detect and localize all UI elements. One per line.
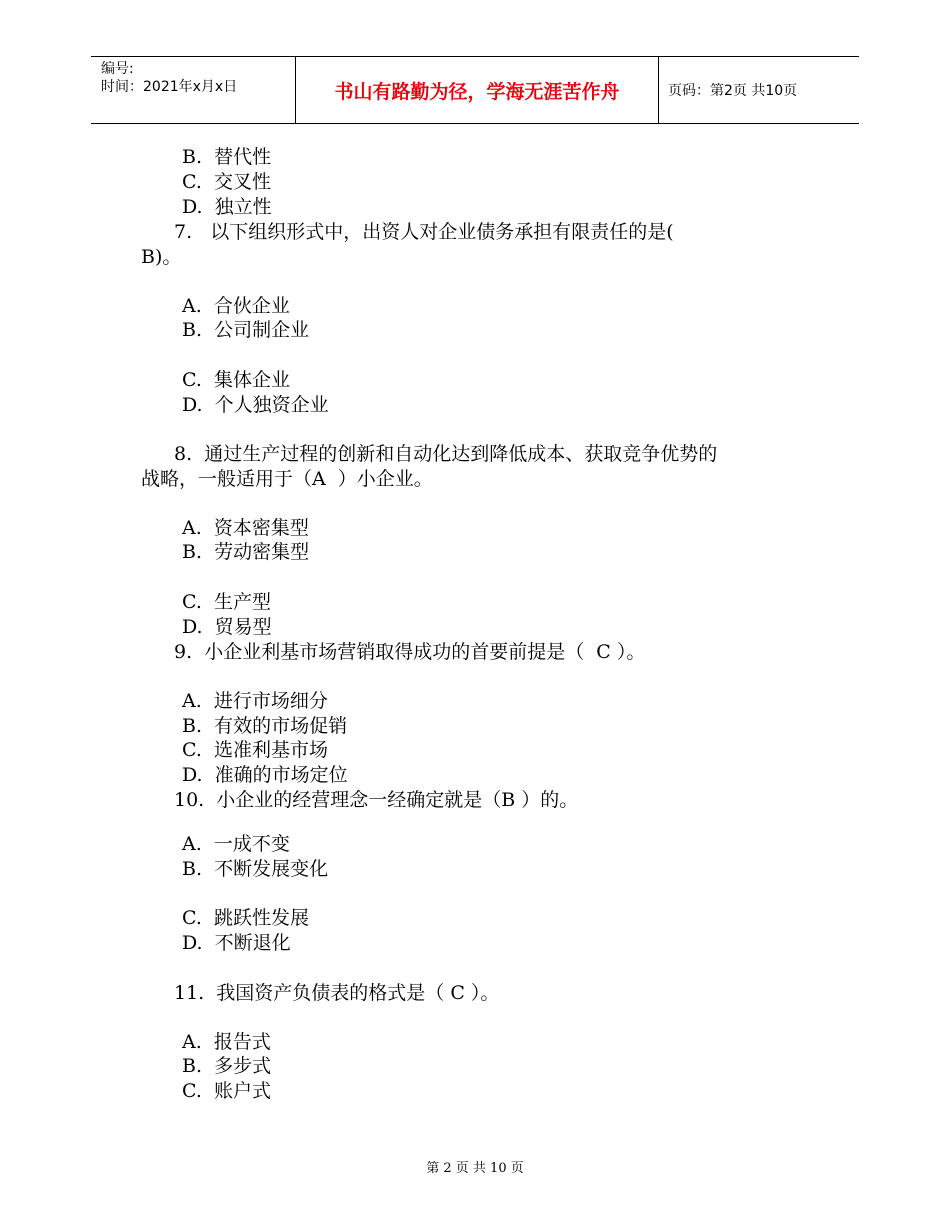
question-line: 11. 我国资产负债表的格式是（ C ）。 [174, 982, 500, 1004]
question-continuation: B)。 [141, 246, 182, 268]
option-line: A. 报告式 [182, 1031, 271, 1053]
header-page-info: 页码：第2页 共10页 [668, 83, 798, 99]
option-line: B. 替代性 [182, 146, 272, 168]
option-line: C. 账户式 [182, 1080, 271, 1102]
option-line: A. 合伙企业 [182, 295, 290, 317]
question-line: 8. 通过生产过程的创新和自动化达到降低成本、获取竞争优势的 [174, 443, 718, 465]
option-line: B. 不断发展变化 [182, 858, 329, 880]
option-line: B. 劳动密集型 [182, 541, 310, 563]
question-line: 10. 小企业的经营理念一经确定就是（B ）的。 [174, 789, 579, 811]
question-line: 7. 以下组织形式中，出资人对企业债务承担有限责任的是( [174, 221, 674, 243]
option-line: A. 进行市场细分 [182, 690, 328, 712]
option-line: C. 跳跃性发展 [182, 907, 309, 929]
option-line: C. 交叉性 [182, 171, 271, 193]
option-line: B. 公司制企业 [182, 319, 310, 341]
document-number-label: 编号: [101, 61, 134, 77]
option-line: C. 生产型 [182, 591, 271, 613]
option-line: B. 有效的市场促销 [182, 715, 348, 737]
option-line: A. 一成不变 [182, 833, 290, 855]
option-line: C. 集体企业 [182, 369, 290, 391]
document-date-label: 时间：2021年x月x日 [101, 79, 238, 95]
option-line: C. 选准利基市场 [182, 739, 328, 761]
option-line: D. 准确的市场定位 [182, 764, 348, 786]
option-line: D. 独立性 [182, 196, 272, 218]
question-continuation: 战略，一般适用于（A ）小企业。 [141, 468, 433, 490]
option-line: A. 资本密集型 [182, 517, 309, 539]
option-line: B. 多步式 [182, 1055, 272, 1077]
option-line: D. 不断退化 [182, 932, 291, 954]
question-line: 9. 小企业利基市场营销取得成功的首要前提是（ C ）。 [174, 641, 646, 663]
page-footer: 第 2 页 共 10 页 [426, 1161, 524, 1176]
option-line: D. 贸易型 [182, 616, 272, 638]
header-motto: 书山有路勤为径，学海无涯苦作舟 [295, 57, 659, 123]
option-line: D. 个人独资企业 [182, 394, 329, 416]
